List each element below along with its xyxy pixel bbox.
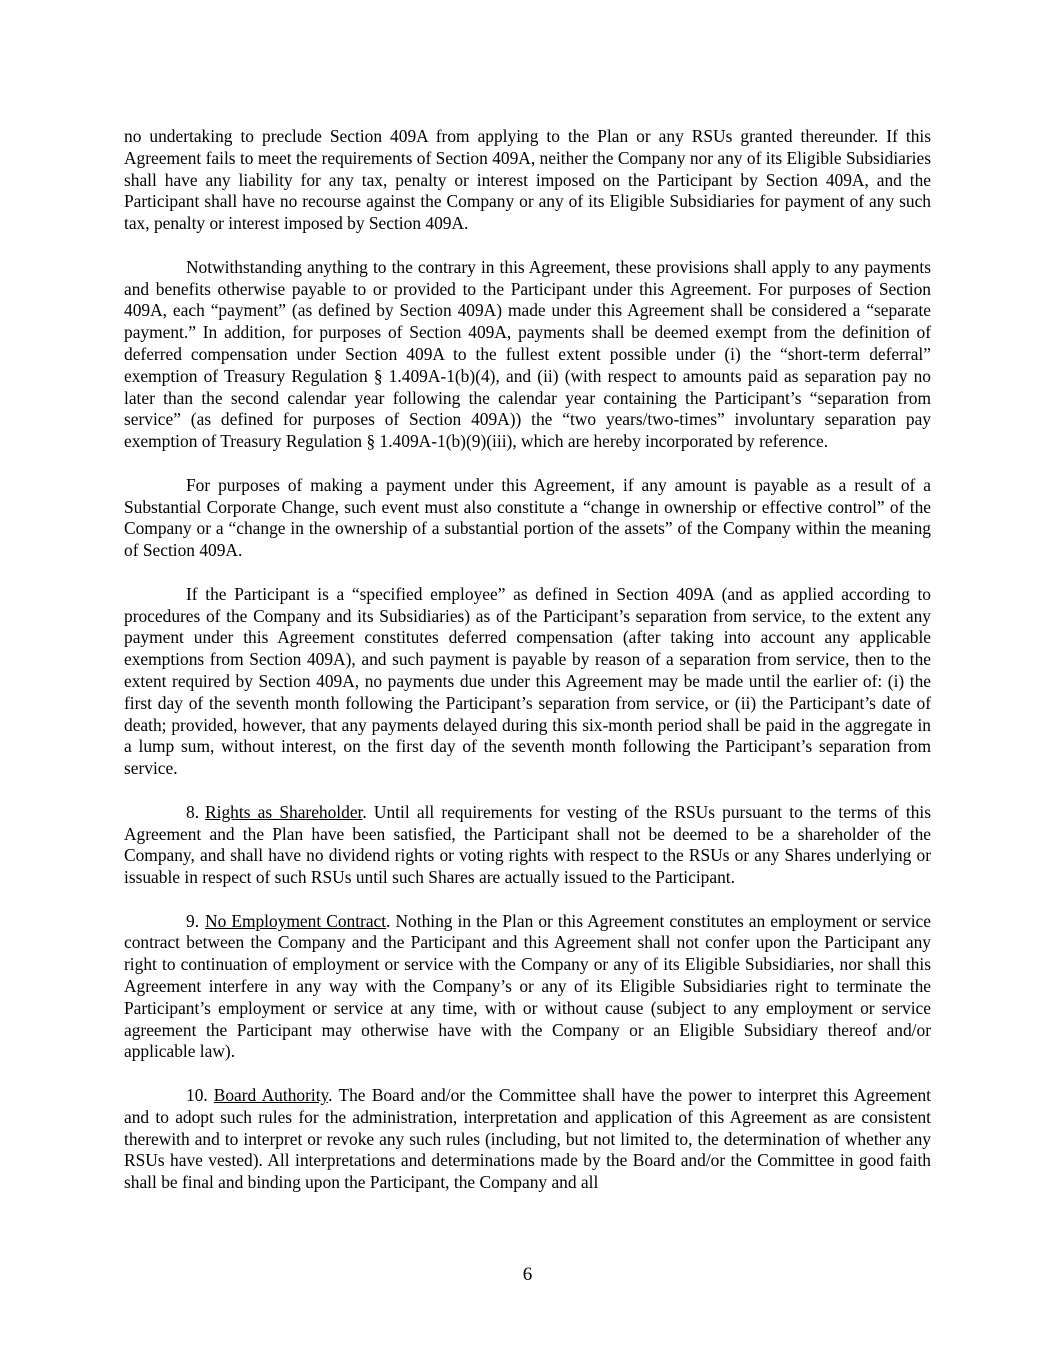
page-number: 6 <box>522 1264 533 1285</box>
document-page <box>124 126 931 1216</box>
section-10-board-authority <box>124 1085 931 1194</box>
section-number: 9. <box>186 910 200 931</box>
section-heading: No Employment Contract <box>205 910 387 931</box>
section-number: 8. <box>186 801 200 822</box>
section-heading: Board Authority <box>213 1085 329 1106</box>
section-9-no-employment-contract <box>124 911 931 1064</box>
paragraph-specified-employee: If the Participant is a “specified employee” as defined in Section 409A (and as applied according to procedures of the Company and its Subsidiaries) as of the Participant’s separation from service, to the extent any payment under this Agreement constitutes deferred compensation (after taking into account any applicable exemptions from Section 409A), and such payment is payable by reason of a separation from service, then to the extent required by Section 409A, no payments due under this Agreement may be made until the earlier of: (i) the first day of the seventh month following the Participant’s separation from service, or (ii) the Participant’s date of death; provided, however, that any payments delayed during this six-month period shall be paid in the aggregate in a lump sum, without interest, on the first day of the seventh month following the Participant’s separation from service. <box>124 583 931 779</box>
section-body: . Until all requirements for vesting of the RSUs pursuant to the terms of this Agreement and the Plan have been satisfied, the Participant shall not be deemed to be a shareholder of the Company, and shall have no dividend rights or voting rights with respect to the RSUs or any Shares underlying or issuable in respect of such RSUs until such Shares are actually issued to the Participant. <box>124 801 931 888</box>
section-heading: Rights as Shareholder <box>205 801 363 822</box>
paragraph-substantial-corporate-change: For purposes of making a payment under this Agreement, if any amount is payable as a result of a Substantial Corporate Change, such event must also constitute a “change in ownership or effective control” of the Company or a “change in the ownership of a substantial portion of the assets” of the Company within the meaning of Section 409A. <box>124 474 931 561</box>
paragraph-notwithstanding: Notwithstanding anything to the contrary in this Agreement, these provisions shall apply to any payments and benefits otherwise payable to or provided to the Participant under this Agreement. For purposes of Section 409A, each “payment” (as defined by Section 409A) made under this Agreement shall be considered a “separate payment.” In addition, for purposes of Section 409A, payments shall be deemed exempt from the definition of deferred compensation under Section 409A to the fullest extent possible under (i) the “short-term deferral” exemption of Treasury Regulation § 1.409A-1(b)(4), and (ii) (with respect to amounts paid as separation pay no later than the second calendar year following the calendar year containing the Participant’s “separation from service” (as defined for purposes of Section 409A)) the “two years/two-times” involuntary separation pay exemption of Treasury Regulation § 1.409A-1(b)(9)(iii), which are hereby incorporated by reference. <box>124 256 931 452</box>
section-body: . The Board and/or the Committee shall have the power to interpret this Agreement and to adopt such rules for the administration, interpretation and application of this Agreement as are consistent therewith and to interpret or revoke any such rules (including, but not limited to, the determination of whether any RSUs have vested). All interpretations and determinations made by the Board and/or the Committee in good faith shall be final and binding upon the Participant, the Company and all <box>124 1085 931 1193</box>
section-8-rights-as-shareholder <box>124 802 931 889</box>
section-number: 10. <box>186 1085 208 1106</box>
section-body: . Nothing in the Plan or this Agreement constitutes an employment or service contract between the Company and the Participant and this Agreement shall not confer upon the Participant any right to continuation of employment or service with the Company or any of its Eligible Subsidiaries, nor shall this Agreement interfere in any way with the Company’s or any of its Eligible Subsidiaries right to terminate the Participant’s employment or service at any time, with or without cause (subject to any employment or service agreement the Participant may otherwise have with the Company or an Eligible Subsidiary thereof and/or applicable law). <box>124 910 931 1062</box>
paragraph-409a-continuation: no undertaking to preclude Section 409A from applying to the Plan or any RSUs granted thereunder. If this Agreement fails to meet the requirements of Section 409A, neither the Company nor any of its Eligible Subsidiaries shall have any liability for any tax, penalty or interest imposed on the Participant by Section 409A, and the Participant shall have no recourse against the Company or any of its Eligible Subsidiaries for payment of any such tax, penalty or interest imposed by Section 409A. <box>124 126 931 234</box>
